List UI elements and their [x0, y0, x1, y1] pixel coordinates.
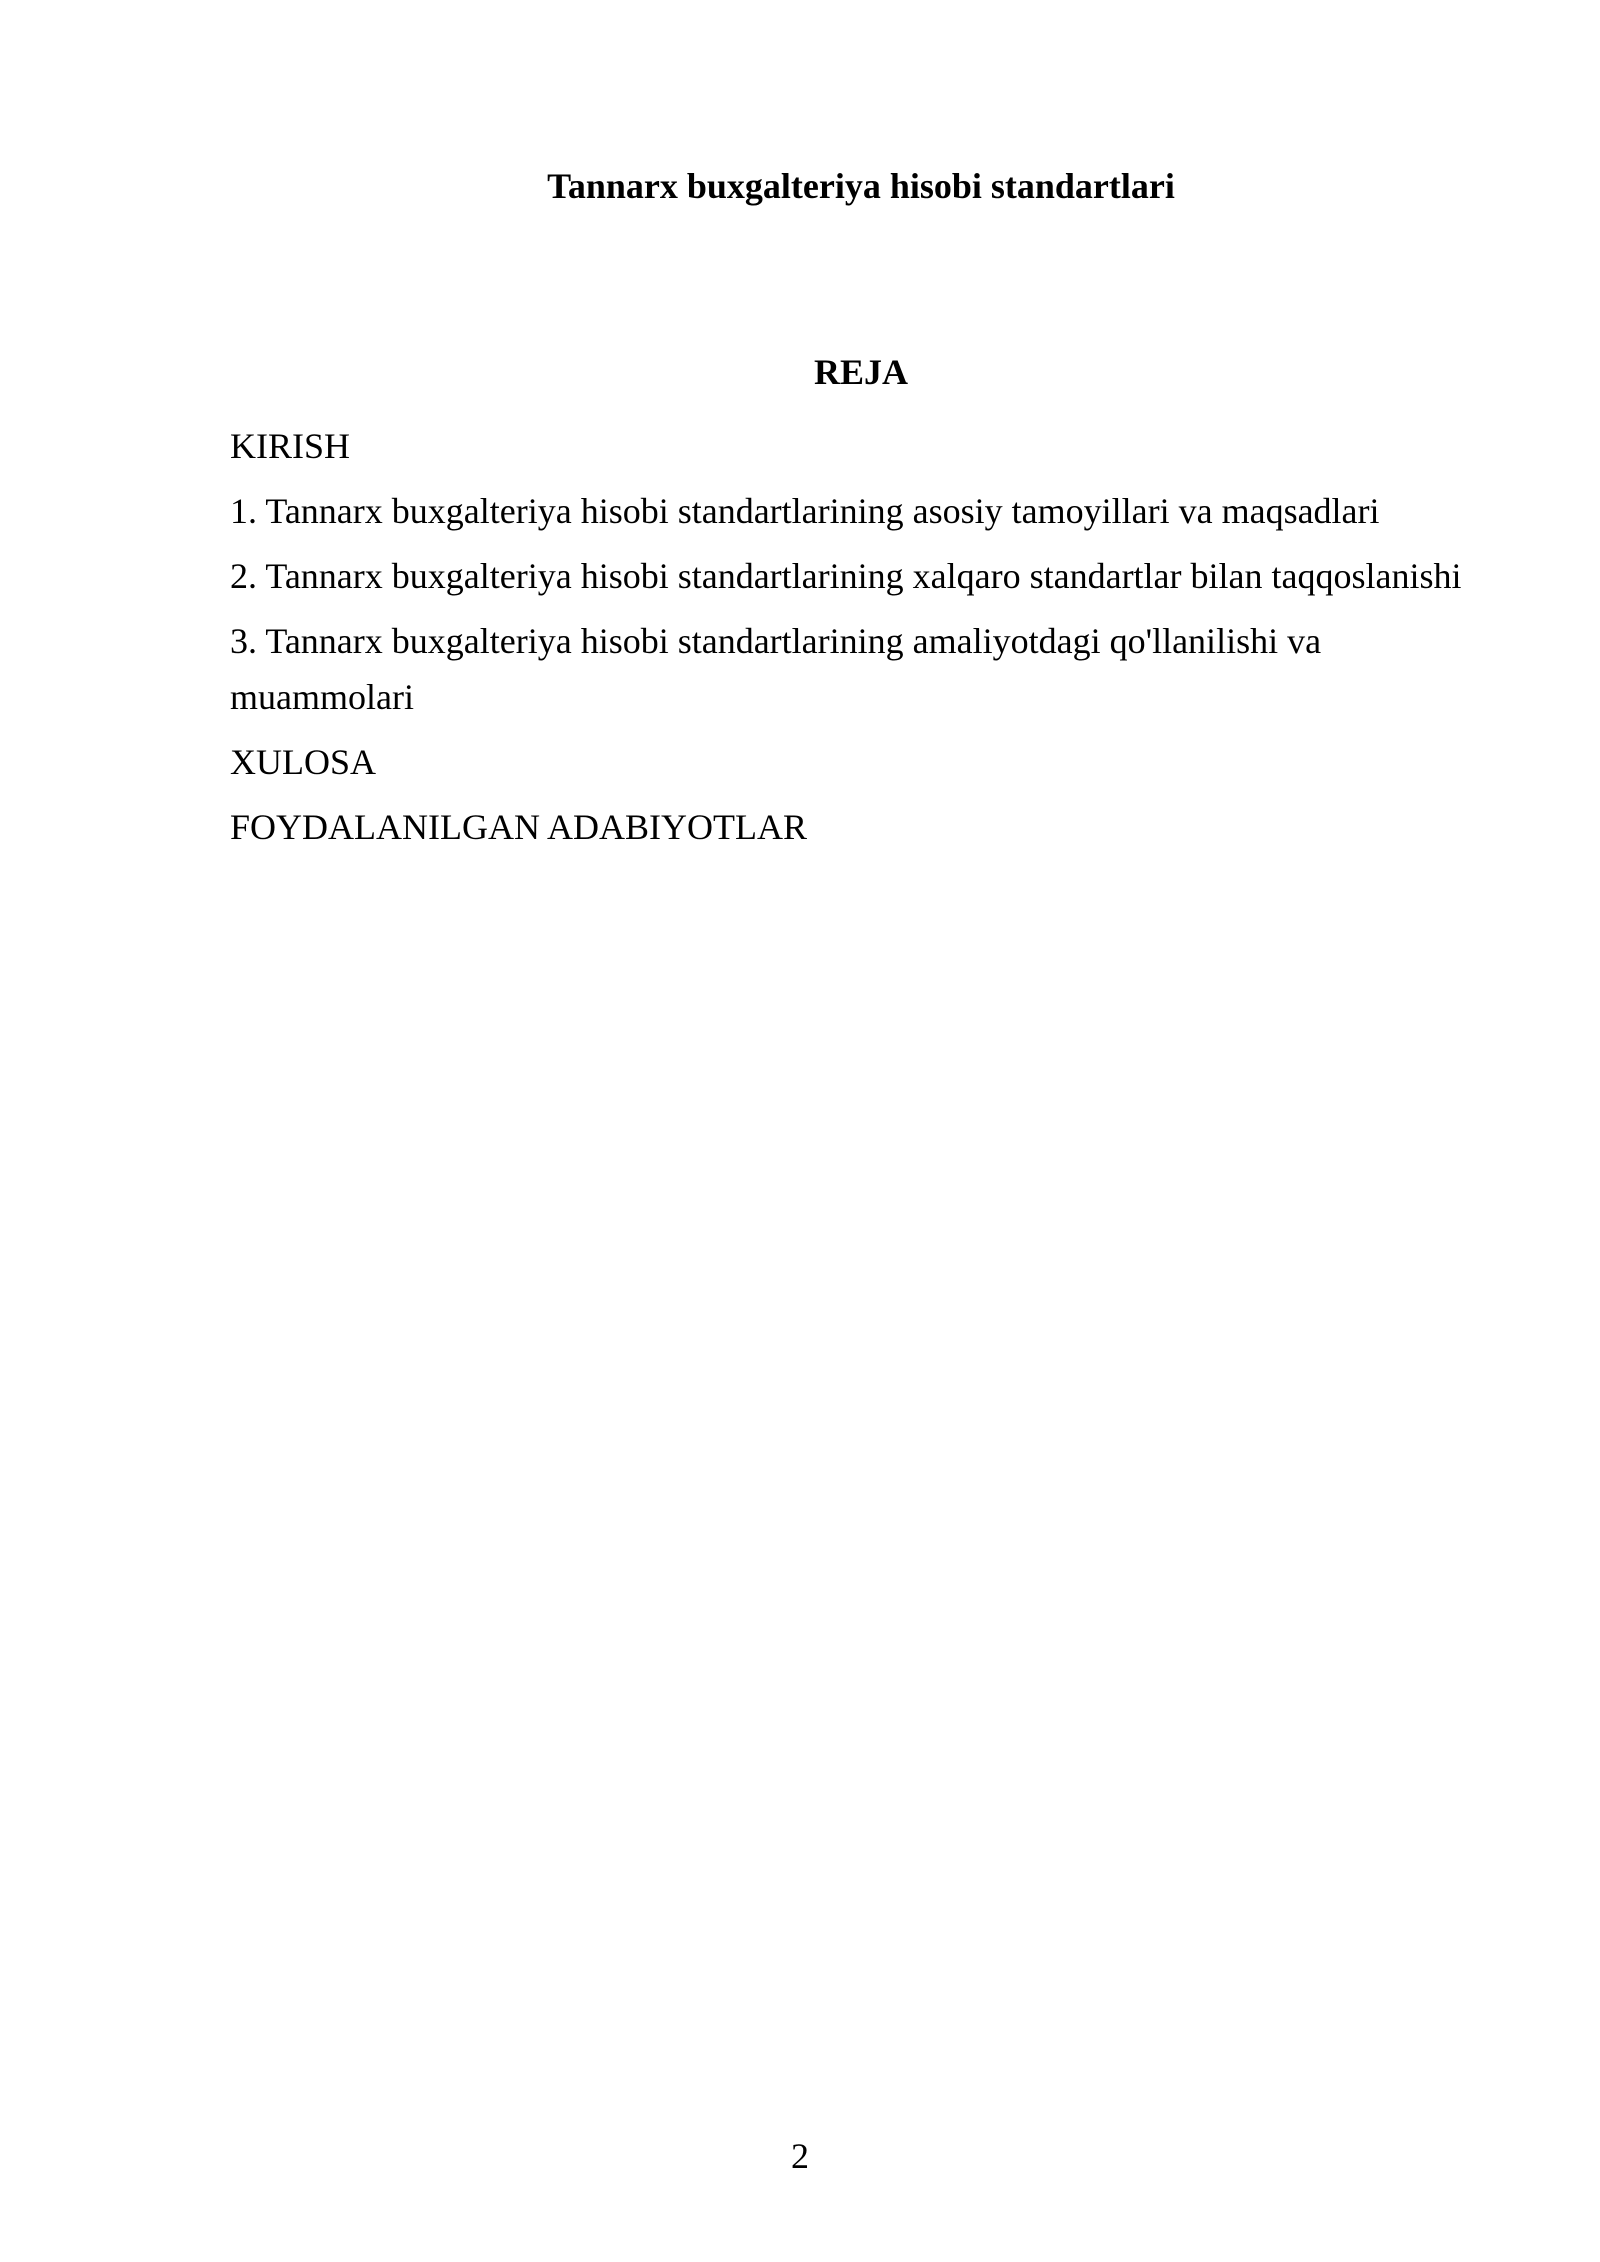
plan-item-intro: KIRISH: [230, 426, 351, 466]
plan-item-2: 2. Tannarx buxgalteriya hisobi standartlarining xalqaro standartlar bilan taqqoslanishi: [230, 556, 1462, 596]
plan-item-conclusion: XULOSA: [230, 742, 377, 782]
plan-item-3: 3. Tannarx buxgalteriya hisobi standartlarining amaliyotdagi qo'llanilishi va muammolari: [230, 621, 1322, 717]
document-title: Tannarx buxgalteriya hisobi standartlari: [547, 166, 1175, 206]
plan-item-1: 1. Tannarx buxgalteriya hisobi standartlarining asosiy tamoyillari va maqsadlari: [230, 491, 1380, 531]
plan-item-references: FOYDALANILGAN ADABIYOTLAR: [230, 807, 807, 847]
plan-heading: REJA: [813, 352, 908, 392]
page-number: 2: [791, 2136, 809, 2176]
plan-list: [230, 418, 1492, 864]
